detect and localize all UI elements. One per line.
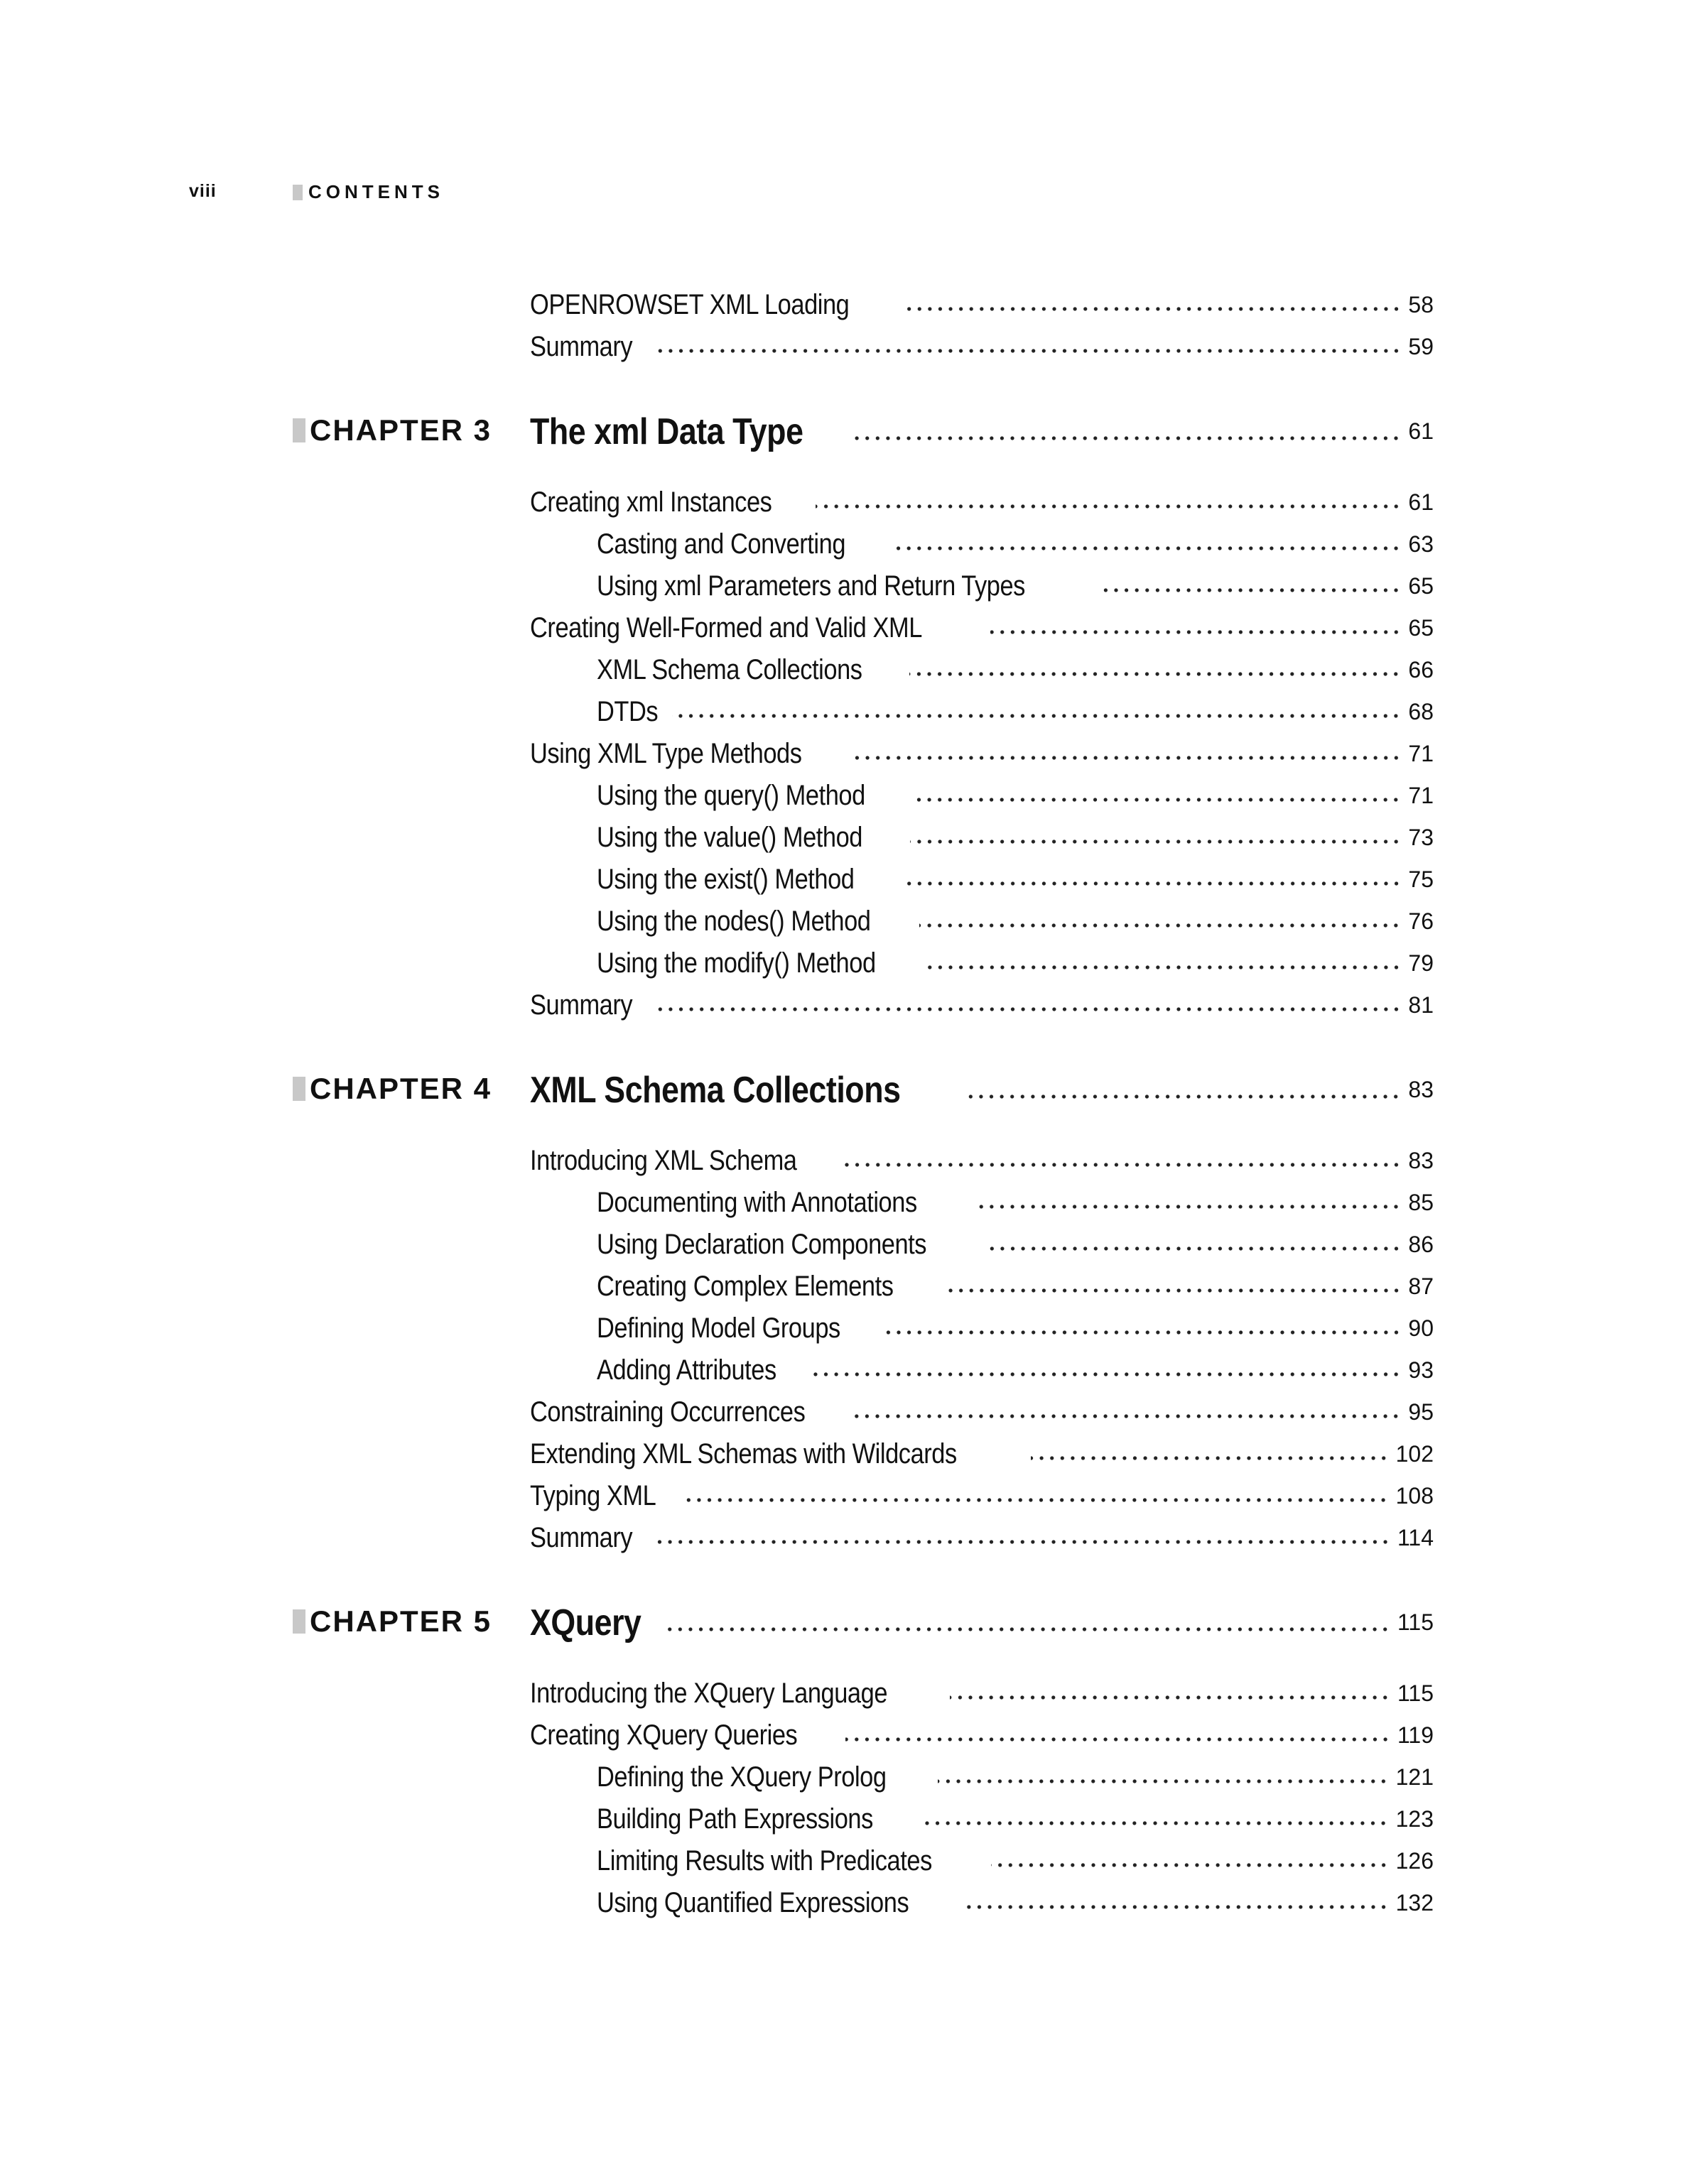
- toc-subentry[interactable]: [597, 564, 1434, 604]
- toc-entry[interactable]: [530, 1713, 1434, 1753]
- toc-subentry[interactable]: [597, 941, 1434, 981]
- dot-leader: [681, 1495, 1388, 1505]
- toc-entry-page: 71: [1408, 783, 1434, 808]
- toc-entry-title: Documenting with Annotations: [597, 1187, 917, 1218]
- dot-leader: [964, 1902, 1389, 1912]
- toc-entry-page: 114: [1397, 1525, 1434, 1550]
- toc-subentry[interactable]: [597, 1839, 1434, 1879]
- chapter-label-text: CHAPTER 3: [310, 413, 492, 447]
- toc-entry-title: Using the value() Method: [597, 822, 863, 853]
- toc-entry-title: Using the modify() Method: [597, 947, 876, 979]
- toc-entry-title: Building Path Expressions: [597, 1803, 873, 1835]
- toc-entry-page: 119: [1397, 1722, 1434, 1748]
- dot-leader: [913, 795, 1401, 805]
- toc-entry-page: 132: [1395, 1890, 1434, 1916]
- toc-subentry[interactable]: [597, 1881, 1434, 1920]
- dot-leader: [654, 1537, 1390, 1547]
- toc-entry-page: 95: [1408, 1399, 1434, 1425]
- toc-entry-page: 68: [1408, 699, 1434, 724]
- chapter-label-text: CHAPTER 5: [310, 1604, 492, 1638]
- dot-leader: [909, 669, 1401, 679]
- toc-entry-title: Casting and Converting: [597, 528, 846, 560]
- toc-entry-title: Creating XQuery Queries: [530, 1720, 798, 1751]
- dot-leader: [654, 346, 1402, 356]
- toc-entry-page: 76: [1408, 908, 1434, 934]
- chapter-title: XQuery: [530, 1602, 642, 1644]
- square-bullet-icon: [293, 418, 305, 442]
- toc-subentry[interactable]: [597, 1797, 1434, 1837]
- toc-entry-page: 79: [1408, 950, 1434, 976]
- dot-leader: [816, 501, 1402, 511]
- chapter-page: 83: [1408, 1077, 1434, 1102]
- toc-entry-page: 85: [1408, 1190, 1434, 1215]
- toc-entry[interactable]: [530, 480, 1434, 520]
- dot-leader: [672, 711, 1401, 721]
- chapter-title: The xml Data Type: [530, 411, 803, 452]
- toc-entry-title: Limiting Results with Predicates: [597, 1845, 932, 1876]
- dot-leader: [919, 920, 1401, 930]
- toc-entry-title: Introducing the XQuery Language: [530, 1678, 888, 1709]
- toc-entry[interactable]: [530, 1516, 1434, 1555]
- toc-entry-title: XML Schema Collections: [597, 654, 862, 685]
- dot-leader: [890, 543, 1401, 553]
- toc-entry-title: Using xml Parameters and Return Types: [597, 570, 1025, 602]
- toc-subentry[interactable]: [597, 1264, 1434, 1304]
- toc-entry-title: Using Quantified Expressions: [597, 1887, 909, 1918]
- chapter-label-text: CHAPTER 4: [310, 1072, 492, 1105]
- toc-entry-page: 63: [1408, 531, 1434, 557]
- toc-entry-title: Using the nodes() Method: [597, 906, 871, 937]
- dot-leader: [854, 1411, 1401, 1421]
- chapter-title: XML Schema Collections: [530, 1070, 901, 1111]
- toc-entry[interactable]: [530, 983, 1434, 1023]
- toc-entry-page: 90: [1408, 1315, 1434, 1341]
- toc-entry-title: Creating Complex Elements: [597, 1271, 894, 1302]
- toc-entry-page: 71: [1408, 741, 1434, 766]
- toc-subentry[interactable]: [597, 648, 1434, 688]
- dot-leader: [922, 1818, 1388, 1828]
- toc-entry-title: Creating xml Instances: [530, 487, 772, 518]
- dot-leader: [990, 627, 1402, 637]
- chapter-heading[interactable]: [293, 1596, 1434, 1646]
- toc-entry-title: DTDs: [597, 696, 659, 727]
- dot-leader: [906, 304, 1402, 314]
- toc-entry-page: 75: [1408, 866, 1434, 892]
- chapter-heading[interactable]: [293, 405, 1434, 455]
- square-bullet-icon: [293, 1077, 305, 1101]
- toc-subentry[interactable]: [597, 1222, 1434, 1262]
- dot-leader: [901, 879, 1402, 889]
- toc-entry-page: 65: [1408, 573, 1434, 599]
- toc-entry-page: 66: [1408, 657, 1434, 683]
- toc-entry-page: 83: [1408, 1148, 1434, 1173]
- dot-leader: [852, 433, 1401, 443]
- toc-entry-page: 58: [1408, 292, 1434, 317]
- toc-entry-title: Adding Attributes: [597, 1354, 776, 1386]
- dot-leader: [991, 1860, 1389, 1870]
- toc-entry-page: 65: [1408, 615, 1434, 641]
- toc-entry-page: 115: [1397, 1680, 1434, 1706]
- dot-leader: [950, 1693, 1390, 1702]
- toc-entry-page: 123: [1395, 1806, 1434, 1832]
- toc-entry-title: Defining the XQuery Prolog: [597, 1761, 887, 1793]
- dot-leader: [664, 1624, 1390, 1634]
- toc-entry-title: Typing XML: [530, 1480, 656, 1511]
- toc-entry[interactable]: [530, 283, 1434, 322]
- toc-entry[interactable]: [530, 1671, 1434, 1711]
- square-bullet-icon: [293, 1609, 305, 1634]
- toc-subentry[interactable]: [597, 1755, 1434, 1795]
- dot-leader: [973, 1202, 1401, 1212]
- toc-entry-title: Constraining Occurrences: [530, 1396, 806, 1428]
- toc-entry-page: 87: [1408, 1273, 1434, 1299]
- toc-subentry[interactable]: [597, 690, 1434, 729]
- toc-entry-page: 93: [1408, 1357, 1434, 1383]
- toc-entry[interactable]: [530, 325, 1434, 364]
- dot-leader: [850, 753, 1402, 763]
- toc-entry[interactable]: [530, 1139, 1434, 1178]
- toc-subentry[interactable]: [597, 773, 1434, 813]
- running-title-text: CONTENTS: [308, 181, 444, 202]
- toc-entry-title: Creating Well-Formed and Valid XML: [530, 612, 922, 643]
- dot-leader: [845, 1160, 1402, 1170]
- toc-entry-page: 108: [1395, 1483, 1434, 1509]
- toc-entry-page: 121: [1395, 1764, 1434, 1790]
- toc-subentry[interactable]: [597, 1348, 1434, 1388]
- toc-subentry[interactable]: [597, 1180, 1434, 1220]
- dot-leader: [965, 1092, 1401, 1102]
- dot-leader: [926, 962, 1402, 972]
- toc-entry-page: 81: [1408, 992, 1434, 1018]
- toc-subentry[interactable]: [597, 1306, 1434, 1346]
- dot-leader: [884, 1327, 1402, 1337]
- toc-subentry[interactable]: [597, 899, 1434, 939]
- toc-entry-title: Using Declaration Components: [597, 1229, 927, 1260]
- chapter-heading[interactable]: [293, 1063, 1434, 1113]
- dot-leader: [1099, 585, 1401, 595]
- toc-entry-page: 86: [1408, 1232, 1434, 1257]
- toc-entry[interactable]: [530, 1474, 1434, 1514]
- chapter-label: [293, 1602, 530, 1646]
- toc-entry-title: Defining Model Groups: [597, 1313, 840, 1344]
- dot-leader: [985, 1244, 1402, 1254]
- toc-entry-page: 61: [1408, 489, 1434, 515]
- toc-entry-title: Extending XML Schemas with Wildcards: [530, 1438, 957, 1469]
- dot-leader: [654, 1004, 1402, 1014]
- toc-entry-title: Using XML Type Methods: [530, 738, 802, 769]
- toc-entry-title: OPENROWSET XML Loading: [530, 289, 850, 320]
- chapter-label: [293, 1069, 530, 1113]
- toc-entry-title: Introducing XML Schema: [530, 1145, 797, 1176]
- toc-entry-title: Using the exist() Method: [597, 864, 855, 895]
- toc-entry[interactable]: [530, 732, 1434, 771]
- dot-leader: [845, 1734, 1390, 1744]
- toc-entry-title: Using the query() Method: [597, 780, 865, 811]
- toc-entry[interactable]: [530, 1390, 1434, 1430]
- dot-leader: [810, 1369, 1401, 1379]
- page-number: viii: [189, 181, 217, 201]
- dot-leader: [1031, 1453, 1389, 1463]
- toc-entry-page: 126: [1395, 1848, 1434, 1874]
- chapter-page: 61: [1408, 418, 1434, 444]
- toc-entry[interactable]: [530, 606, 1434, 646]
- toc-entry-page: 59: [1408, 334, 1434, 359]
- dot-leader: [910, 837, 1402, 847]
- toc-entry-title: Summary: [530, 989, 633, 1021]
- dot-leader: [938, 1776, 1389, 1786]
- chapter-label: [293, 411, 530, 455]
- toc-subentry[interactable]: [597, 857, 1434, 897]
- toc-entry-page: 102: [1395, 1441, 1434, 1467]
- dot-leader: [946, 1286, 1402, 1295]
- toc-subentry[interactable]: [597, 522, 1434, 562]
- toc-entry[interactable]: [530, 1432, 1434, 1472]
- toc-entry-title: Summary: [530, 331, 633, 362]
- chapter-page: 115: [1397, 1609, 1434, 1635]
- toc-subentry[interactable]: [597, 815, 1434, 855]
- toc-entry-page: 73: [1408, 825, 1434, 850]
- toc-entry-title: Summary: [530, 1522, 633, 1553]
